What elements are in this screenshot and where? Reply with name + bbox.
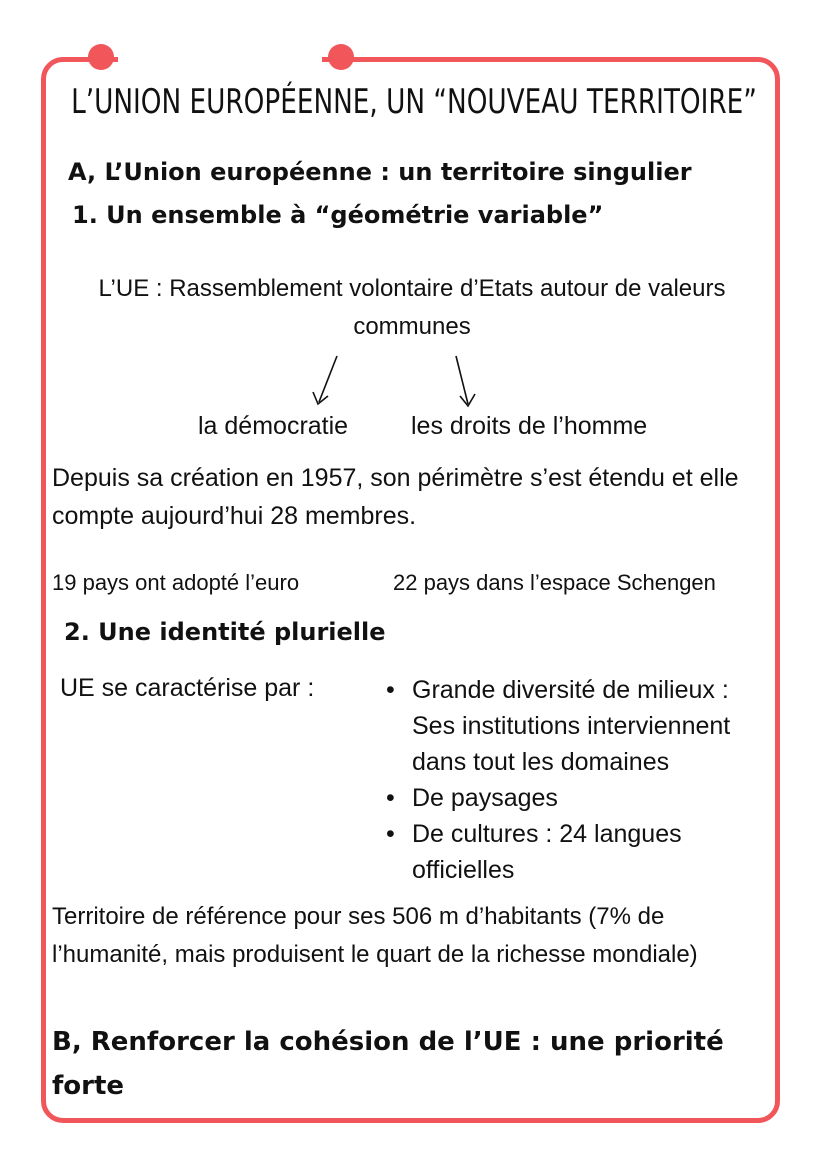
- subsection-2-heading: 2. Une identité plurielle: [64, 618, 386, 646]
- section-b-heading: B, Renforcer la cohésion de l’UE : une priorité forte: [52, 1027, 724, 1101]
- characteristics-list: [386, 672, 776, 888]
- decorative-dot-left: [88, 44, 114, 70]
- euro-fact: 19 pays ont adopté l’euro: [52, 570, 300, 595]
- bullet-icon: •: [386, 784, 395, 812]
- schengen-fact: 22 pays dans l’espace Schengen: [393, 570, 716, 595]
- list-item-text: Grande diversité de milieux : Ses institutions interviennent dans tout les domaines: [412, 676, 731, 776]
- decorative-dot-right: [328, 44, 354, 70]
- history-paragraph: Depuis sa création en 1957, son périmètre s’est étendu et elle compte aujourd’hui 28 membres.: [52, 464, 739, 530]
- ue-definition: L’UE : Rassemblement volontaire d’Etats autour de valeurs communes: [98, 275, 726, 340]
- page-title: L’UNION EUROPÉENNE, UN “NOUVEAU TERRITOIRE”: [71, 82, 757, 122]
- list-item-text: De cultures : 24 langues officielles: [412, 820, 682, 884]
- reference-paragraph: Territoire de référence pour ses 506 m d’habitants (7% de l’humanité, mais produisent le quart de la richesse mondiale): [52, 903, 698, 968]
- frame-gap: [118, 52, 322, 66]
- list-item-text: De paysages: [412, 784, 558, 812]
- characterized-label: UE se caractérise par :: [60, 674, 315, 702]
- value-human-rights: les droits de l’homme: [411, 412, 648, 440]
- subsection-1-heading: 1. Un ensemble à “géométrie variable”: [72, 201, 604, 229]
- list-item: [386, 672, 776, 780]
- value-democracy: la démocratie: [198, 412, 349, 440]
- list-item: [386, 780, 776, 816]
- bullet-icon: •: [386, 820, 395, 848]
- arrow-left-icon: [305, 352, 345, 412]
- arrow-right-icon: [448, 352, 488, 412]
- bullet-icon: •: [386, 676, 395, 704]
- section-a-heading: A, L’Union européenne : un territoire singulier: [68, 158, 692, 186]
- list-item: [386, 816, 776, 888]
